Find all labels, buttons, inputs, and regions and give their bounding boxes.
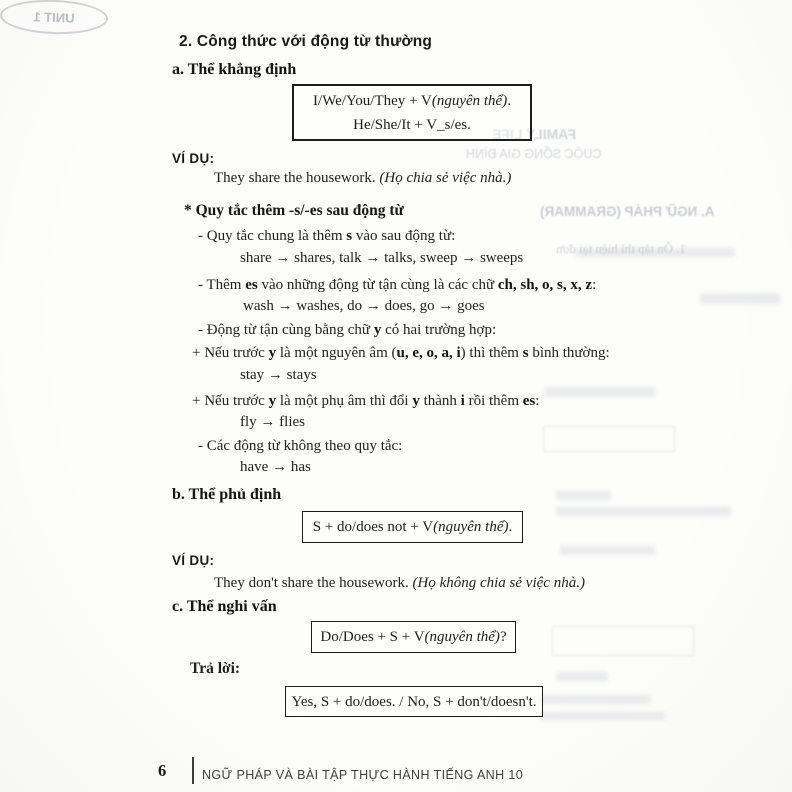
- example-sentence-negative: [214, 575, 585, 592]
- bleedthrough-smudge: [545, 387, 655, 397]
- formula-italic: (nguyên thể): [431, 92, 508, 109]
- rule-text: rồi thêm: [464, 393, 523, 409]
- bleedthrough-smudge: [556, 672, 608, 681]
- formula-box-answer: [285, 686, 543, 717]
- bleedthrough-unit-badge-label: UNIT 1: [33, 8, 75, 26]
- section-title: 2. Công thức với động từ thường: [179, 33, 433, 50]
- bleedthrough-unit-badge: [0, 0, 109, 36]
- rule-line-4: [192, 344, 610, 362]
- rule-bold-term: ch, sh, o, s, x, z: [497, 277, 593, 293]
- rule-text: ) thì thêm: [460, 345, 523, 361]
- rule-bold-term: y: [412, 393, 420, 409]
- rule-example-5: fly → flies: [240, 414, 305, 430]
- affirmative-heading: a. Thể khẳng định: [172, 61, 297, 78]
- rule-bold-term: y: [373, 322, 382, 338]
- rule-text: :: [535, 393, 540, 409]
- example-vietnamese: (Họ không chia sẻ việc nhà.): [412, 575, 585, 591]
- formula-text: S + do/does not + V: [312, 519, 434, 535]
- rule-bold-term: s: [522, 345, 529, 361]
- bleedthrough-unit-title: FAMILY LIFE: [492, 126, 577, 142]
- bleedthrough-grammar-line: 1. Ôn tập thì hiện tại đơn: [556, 241, 686, 256]
- bleedthrough-unit-subtitle: CUỘC SỐNG GIA ĐÌNH: [466, 147, 602, 161]
- bleedthrough-smudge: [540, 695, 650, 704]
- rule-text: - Động từ tận cùng bằng chữ: [198, 322, 374, 338]
- formula-line: [313, 89, 511, 113]
- rule-text: + Nếu trước: [192, 393, 269, 409]
- rule-bold-term: es: [522, 393, 536, 409]
- formula-line: [313, 515, 513, 539]
- formula-line: He/She/It + V_s/es.: [353, 116, 471, 133]
- rules-heading: * Quy tắc thêm -s/-es sau động từ: [184, 202, 404, 219]
- formula-italic: (nguyên thể): [433, 519, 509, 535]
- example-vietnamese: (Họ chia sẻ việc nhà.): [379, 170, 512, 186]
- footer-book-title: NGỮ PHÁP VÀ BÀI TẬP THỰC HÀNH TIẾNG ANH 10: [202, 768, 524, 782]
- example-label: VÍ DỤ:: [172, 553, 215, 568]
- bleedthrough-smudge: [700, 293, 780, 304]
- footer-page-number: 6: [158, 761, 167, 780]
- rule-line-6: [198, 437, 402, 455]
- negative-heading: b. Thể phủ định: [172, 486, 282, 503]
- example-english: They don't share the housework.: [214, 575, 413, 591]
- rule-text: có hai trường hợp:: [381, 322, 497, 338]
- rule-text: - Quy tắc chung là thêm: [198, 228, 347, 244]
- formula-text: Do/Does + S + V: [320, 629, 425, 645]
- rule-text: là một nguyên âm (: [276, 345, 397, 361]
- example-label: VÍ DỤ:: [172, 151, 215, 166]
- rule-text: + Nếu trước: [192, 345, 269, 361]
- rule-bold-term: es: [245, 277, 258, 293]
- bleedthrough-grammar-heading: A. NGỮ PHÁP (GRAMMAR): [540, 204, 715, 219]
- footer-divider: [192, 757, 194, 784]
- rule-line-1: [198, 227, 455, 245]
- bleedthrough-smudge: [556, 491, 611, 500]
- formula-line: [320, 625, 506, 649]
- rule-text: :: [592, 277, 597, 293]
- formula-text: I/We/You/They + V: [313, 92, 432, 109]
- formula-text: ?: [499, 629, 507, 645]
- formula-text: .: [507, 92, 511, 109]
- rule-line-3: [198, 321, 496, 339]
- formula-italic: (nguyên thể): [424, 629, 500, 645]
- rule-bold-term: s: [346, 228, 353, 244]
- example-english: They share the housework.: [214, 170, 380, 186]
- rule-example-1: share → shares, talk → talks, sweep → sweeps: [240, 250, 524, 266]
- bleedthrough-smudge: [575, 248, 735, 257]
- bleedthrough-smudge: [540, 712, 665, 720]
- bleedthrough-smudge: [560, 546, 655, 555]
- rule-example-6: have → has: [240, 459, 311, 475]
- rule-text: vào những động từ tận cùng là các chữ: [257, 277, 498, 293]
- rule-bold-term: i: [460, 393, 465, 409]
- rule-line-2: [198, 276, 596, 294]
- bleedthrough-box-outline: [552, 626, 694, 656]
- rule-text: - Các động từ không theo quy tắc:: [198, 438, 403, 454]
- formula-line: Yes, S + do/does. / No, S + don't/doesn't.: [291, 693, 537, 710]
- rule-bold-term: y: [268, 393, 277, 409]
- rule-example-4: stay → stays: [240, 367, 317, 383]
- formula-box-question: [311, 621, 516, 653]
- formula-text: .: [508, 519, 513, 535]
- answer-label: Trả lời:: [190, 660, 241, 677]
- rule-text: thành: [419, 393, 461, 409]
- rule-bold-term: u, e, o, a, i: [396, 345, 461, 361]
- rule-bold-term: y: [268, 345, 277, 361]
- formula-box-affirmative: [292, 84, 532, 141]
- rule-text: vào sau động từ:: [352, 228, 456, 244]
- rule-example-2: wash → washes, do → does, go → goes: [243, 298, 485, 314]
- question-heading: c. Thể nghi vấn: [172, 598, 277, 615]
- bleedthrough-box-outline: [543, 426, 675, 452]
- rule-text: là một phụ âm thì đổi: [276, 393, 413, 409]
- rule-text: - Thêm: [198, 277, 246, 293]
- rule-text: bình thường:: [528, 345, 610, 361]
- example-sentence-affirmative: [214, 170, 511, 187]
- formula-box-negative: [302, 511, 523, 543]
- rule-line-5: [192, 392, 539, 410]
- bleedthrough-smudge: [556, 507, 731, 516]
